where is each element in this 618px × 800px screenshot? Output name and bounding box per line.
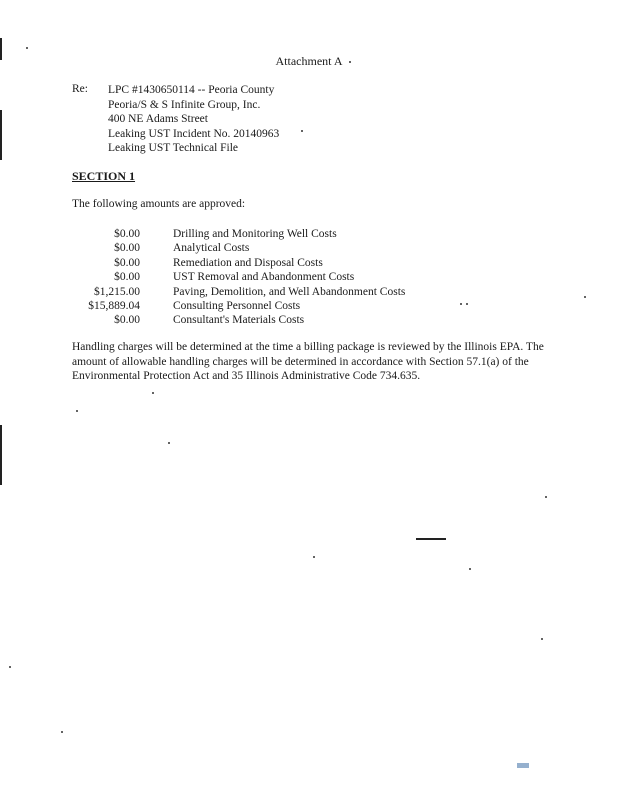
scan-stamp-mark [517, 763, 529, 768]
scan-speck [26, 47, 28, 49]
scan-margin-mark [0, 110, 2, 160]
re-line: Peoria/S & S Infinite Group, Inc. [108, 98, 261, 111]
cost-table [72, 227, 405, 328]
cost-label: Consultant's Materials Costs [173, 314, 305, 327]
scan-speck [168, 442, 170, 444]
cost-amount: $0.00 [114, 256, 140, 269]
scan-speck [152, 392, 154, 394]
re-label: Re: [72, 83, 88, 95]
scan-speck [301, 130, 303, 132]
cost-row [72, 256, 405, 270]
cost-row [72, 285, 405, 299]
scan-speck [76, 410, 78, 412]
cost-label: Consulting Personnel Costs [173, 300, 301, 313]
cost-amount: $0.00 [114, 314, 140, 327]
re-block [108, 83, 279, 156]
handling-note: Handling charges will be determined at the time a billing package is reviewed by the Illinois EPA. The amount of allowable handling charges will be determined in accordance with Section 57.1(a) of the Environmental Protection Act and 35 Illinois Administrative Code 734.635. [72, 341, 544, 383]
cost-row [72, 241, 405, 255]
intro-text: The following amounts are approved: [72, 198, 246, 210]
scan-dash [416, 538, 446, 540]
re-line: 400 NE Adams Street [108, 113, 208, 126]
re-line: Leaking UST Technical File [108, 142, 239, 155]
cost-row [72, 313, 405, 327]
cost-row [72, 227, 405, 241]
scan-speck [541, 638, 543, 640]
re-line: Leaking UST Incident No. 20140963 [108, 127, 280, 140]
cost-amount: $0.00 [114, 228, 140, 240]
cost-label: Analytical Costs [173, 242, 250, 255]
cost-amount: $15,889.04 [88, 300, 140, 313]
scan-speck [349, 61, 351, 63]
cost-label: UST Removal and Abandonment Costs [173, 271, 355, 284]
scan-speck [61, 731, 63, 733]
cost-label: Paving, Demolition, and Well Abandonment Costs [173, 285, 406, 298]
re-line: LPC #1430650114 -- Peoria County [108, 84, 275, 96]
cost-label: Drilling and Monitoring Well Costs [173, 228, 337, 240]
scan-speck [460, 303, 462, 305]
scan-speck [469, 568, 471, 570]
scan-speck [9, 666, 11, 668]
cost-amount: $0.00 [114, 271, 140, 284]
page-title: Attachment A [275, 54, 343, 68]
cost-amount: $1,215.00 [94, 285, 140, 298]
scan-speck [313, 556, 315, 558]
section-heading: SECTION 1 [72, 169, 136, 183]
cost-row [72, 270, 405, 284]
scan-speck [466, 303, 468, 305]
scan-speck [584, 296, 586, 298]
cost-amount: $0.00 [114, 242, 140, 255]
cost-label: Remediation and Disposal Costs [173, 256, 323, 269]
scan-margin-mark [0, 38, 2, 60]
scan-speck [545, 496, 547, 498]
scan-margin-mark [0, 425, 2, 485]
cost-row [72, 299, 405, 313]
